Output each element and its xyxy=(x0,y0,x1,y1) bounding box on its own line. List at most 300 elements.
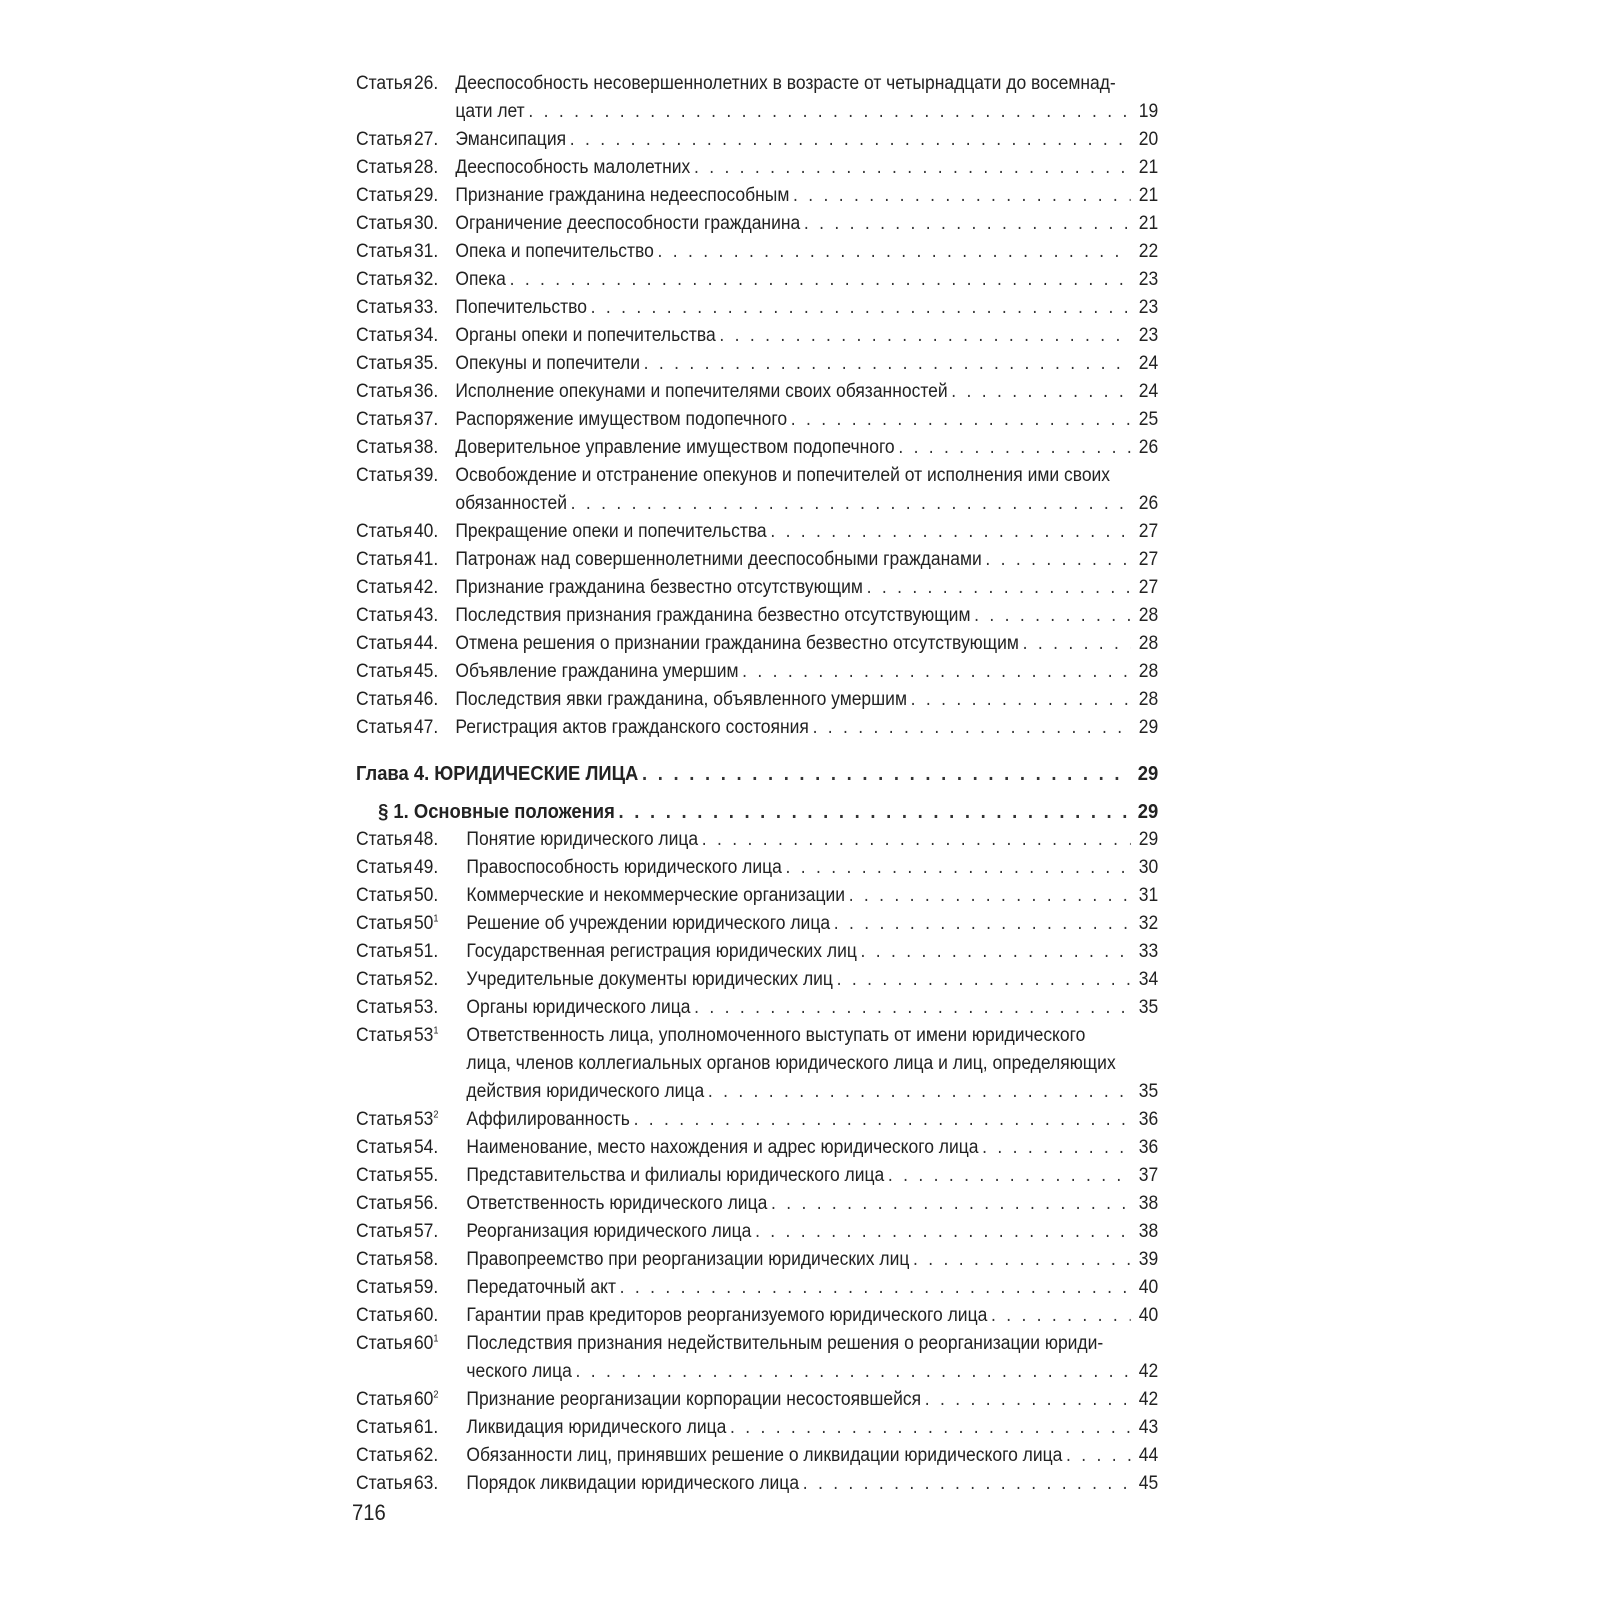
entry-page-number: 35 xyxy=(1138,1081,1159,1102)
entry-number-text: 60 xyxy=(413,1333,434,1354)
toc-entry[interactable] xyxy=(356,406,1158,434)
toc-entry[interactable] xyxy=(356,1414,1158,1442)
entry-number xyxy=(414,1330,466,1358)
dot-leader xyxy=(702,826,1131,854)
entry-page-number: 38 xyxy=(1138,1221,1159,1242)
entry-page-number: 40 xyxy=(1138,1305,1159,1326)
entry-page-number: 28 xyxy=(1138,605,1159,626)
entry-prefix: Статья xyxy=(356,1109,413,1130)
entry-title: Передаточный акт xyxy=(466,1277,616,1298)
entry-number xyxy=(414,1106,466,1134)
entry-prefix: Статья xyxy=(356,185,413,206)
entry-prefix: Статья xyxy=(356,1445,413,1466)
toc-section-heading[interactable] xyxy=(356,798,1158,826)
dot-leader xyxy=(708,1078,1131,1106)
entry-title: Дееспособность малолетних xyxy=(455,157,691,178)
toc-entry[interactable] xyxy=(356,1022,1158,1106)
entry-number xyxy=(414,910,466,938)
entry-number-text: 36. xyxy=(413,381,439,402)
entry-number-text: 30. xyxy=(413,213,439,234)
entry-title: Учредительные документы юридических лиц xyxy=(466,969,833,990)
entry-page-number: 34 xyxy=(1138,969,1159,990)
dot-leader xyxy=(925,1386,1131,1414)
toc-entry[interactable] xyxy=(356,546,1158,574)
entry-number-text: 56. xyxy=(413,1193,439,1214)
entry-number-text: 58. xyxy=(413,1249,439,1270)
entry-page-number: 39 xyxy=(1138,1249,1159,1270)
entry-page-number: 29 xyxy=(1138,717,1159,738)
toc-entry[interactable] xyxy=(356,938,1158,966)
dot-leader xyxy=(571,490,1131,518)
toc-entry[interactable] xyxy=(356,686,1158,714)
entry-title: Объявление гражданина умершим xyxy=(455,661,739,682)
entry-page-number: 24 xyxy=(1138,353,1159,374)
toc-entry[interactable] xyxy=(356,994,1158,1022)
entry-number-text: 47. xyxy=(413,717,439,738)
entry-title: Органы опеки и попечительства xyxy=(455,325,716,346)
entry-title: действия юридического лица xyxy=(466,1081,705,1102)
entry-prefix: Статья xyxy=(356,857,413,878)
entry-number-text: 31. xyxy=(413,241,439,262)
toc-entry[interactable] xyxy=(356,1274,1158,1302)
entry-page-number: 30 xyxy=(1138,857,1159,878)
entry-number-text: 54. xyxy=(413,1137,439,1158)
toc-entry[interactable] xyxy=(356,266,1158,294)
entry-number-text: 60. xyxy=(413,1305,439,1326)
toc-entry[interactable] xyxy=(356,1246,1158,1274)
entry-page-number: 37 xyxy=(1138,1165,1159,1186)
entry-prefix: Статья xyxy=(356,213,413,234)
toc-entry[interactable] xyxy=(356,182,1158,210)
entry-number xyxy=(414,854,466,882)
entry-number xyxy=(414,1302,466,1330)
entry-number xyxy=(414,154,455,182)
entry-prefix: Статья xyxy=(356,269,413,290)
dot-leader xyxy=(982,1134,1130,1162)
dot-leader xyxy=(730,1414,1131,1442)
entry-number xyxy=(414,714,455,742)
entry-number-text: 42. xyxy=(413,577,439,598)
entry-title: ческого лица xyxy=(466,1361,572,1382)
entry-title: Признание гражданина безвестно отсутствующим xyxy=(455,577,863,598)
toc-entry[interactable] xyxy=(356,1330,1158,1386)
dot-leader xyxy=(786,854,1131,882)
entry-prefix: Статья xyxy=(356,633,413,654)
entry-prefix: Статья xyxy=(356,325,413,346)
entry-number-text: 50 xyxy=(413,913,434,934)
chapter-title: Глава 4. ЮРИДИЧЕСКИЕ ЛИЦА xyxy=(356,763,639,785)
entry-prefix: Статья xyxy=(356,1305,413,1326)
entry-number-text: 51. xyxy=(413,941,439,962)
entry-title: Представительства и филиалы юридического лица xyxy=(466,1165,885,1186)
entry-title: Гарантии прав кредиторов реорганизуемого юридического лица xyxy=(466,1305,988,1326)
entry-title: Аффилированность xyxy=(466,1109,630,1130)
entry-number-text: 33. xyxy=(413,297,439,318)
entry-title: Опекуны и попечители xyxy=(455,353,641,374)
entry-title: Понятие юридического лица xyxy=(466,829,699,850)
toc-entry[interactable] xyxy=(356,210,1158,238)
entry-number xyxy=(414,182,455,210)
entry-title-line: Освобождение и отстранение опекунов и попечителей от исполнения ими своих xyxy=(455,465,1111,486)
entry-page-number: 25 xyxy=(1138,409,1159,430)
entry-title-line: Ответственность лица, уполномоченного выступать от имени юридического xyxy=(466,1025,1086,1046)
entry-number-text: 57. xyxy=(413,1221,439,1242)
entry-number xyxy=(414,938,466,966)
dot-leader xyxy=(694,994,1130,1022)
entry-title: Реорганизация юридического лица xyxy=(466,1221,752,1242)
chapter-page-number: 29 xyxy=(1137,763,1159,785)
entry-number-text: 34. xyxy=(413,325,439,346)
entry-title: Органы юридического лица xyxy=(466,997,691,1018)
entry-title: Порядок ликвидации юридического лица xyxy=(466,1473,800,1494)
entry-page-number: 29 xyxy=(1138,829,1159,850)
entry-prefix: Статья xyxy=(356,969,413,990)
entry-title: обязанностей xyxy=(455,493,567,514)
entry-page-number: 35 xyxy=(1138,997,1159,1018)
entry-prefix: Статья xyxy=(356,241,413,262)
entry-page-number: 42 xyxy=(1138,1361,1159,1382)
toc-entry[interactable] xyxy=(356,630,1158,658)
entry-prefix: Статья xyxy=(356,381,413,402)
entry-title: Решение об учреждении юридического лица xyxy=(466,913,831,934)
entry-page-number: 36 xyxy=(1138,1109,1159,1130)
entry-number xyxy=(414,266,455,294)
entry-prefix: Статья xyxy=(356,465,413,486)
entry-title: Ответственность юридического лица xyxy=(466,1193,768,1214)
dot-leader xyxy=(719,322,1130,350)
entry-number xyxy=(414,602,455,630)
entry-number-text: 35. xyxy=(413,353,439,374)
entry-title: Государственная регистрация юридических лиц xyxy=(466,941,857,962)
entry-number-superscript: 1 xyxy=(433,1333,439,1345)
dot-leader xyxy=(813,714,1131,742)
entry-number-text: 49. xyxy=(413,857,439,878)
entry-number xyxy=(414,546,455,574)
dot-leader xyxy=(951,378,1130,406)
toc-entry[interactable] xyxy=(356,378,1158,406)
entry-title: Коммерческие и некоммерческие организации xyxy=(466,885,846,906)
entry-number-superscript: 2 xyxy=(433,1389,439,1401)
entry-number xyxy=(414,1442,466,1470)
entry-title-line: Дееспособность несовершеннолетних в возрасте от четырнадцати до восемнад- xyxy=(455,73,1116,94)
toc-entry[interactable] xyxy=(356,854,1158,882)
entry-page-number: 40 xyxy=(1138,1277,1159,1298)
entry-number-text: 53 xyxy=(413,1025,434,1046)
entry-prefix: Статья xyxy=(356,297,413,318)
toc-entry[interactable] xyxy=(356,826,1158,854)
dot-leader xyxy=(861,938,1131,966)
entry-number-text: 39. xyxy=(413,465,439,486)
entry-number-text: 60 xyxy=(413,1389,434,1410)
entry-number xyxy=(414,1218,466,1246)
dot-leader xyxy=(658,238,1131,266)
entry-number xyxy=(414,882,466,910)
entry-number-text: 26. xyxy=(413,73,439,94)
section-title: § 1. Основные положения xyxy=(378,801,615,823)
entry-title: Патронаж над совершеннолетними дееспособными гражданами xyxy=(455,549,982,570)
entry-number xyxy=(414,518,455,546)
entry-number-text: 53. xyxy=(413,997,439,1018)
entry-page-number: 21 xyxy=(1138,157,1159,178)
dot-leader xyxy=(793,182,1131,210)
dot-leader xyxy=(510,266,1131,294)
dot-leader xyxy=(570,126,1131,154)
toc-group-articles-26-47 xyxy=(356,70,1158,742)
entry-page-number: 22 xyxy=(1138,241,1159,262)
toc-entry[interactable] xyxy=(356,1106,1158,1134)
dot-leader xyxy=(991,1302,1131,1330)
dot-leader xyxy=(804,210,1131,238)
entry-prefix: Статья xyxy=(356,1473,413,1494)
dot-leader xyxy=(913,1246,1131,1274)
entry-number xyxy=(414,462,455,490)
entry-page-number: 23 xyxy=(1138,297,1159,318)
entry-title: Опека и попечительство xyxy=(455,241,654,262)
entry-number-text: 61. xyxy=(413,1417,439,1438)
dot-leader xyxy=(791,406,1131,434)
entry-page-number: 24 xyxy=(1138,381,1159,402)
dot-leader xyxy=(620,1274,1131,1302)
entry-title-line: Последствия признания недействительным решения о реорганизации юриди- xyxy=(466,1333,1104,1354)
entry-page-number: 26 xyxy=(1138,437,1159,458)
entry-number-text: 52. xyxy=(413,969,439,990)
entry-title: Ограничение дееспособности гражданина xyxy=(455,213,801,234)
entry-title: Доверительное управление имуществом подопечного xyxy=(455,437,895,458)
entry-title: Отмена решения о признании гражданина безвестно отсутствующим xyxy=(455,633,1019,654)
dot-leader xyxy=(1066,1442,1131,1470)
entry-prefix: Статья xyxy=(356,577,413,598)
entry-number xyxy=(414,378,455,406)
entry-page-number: 28 xyxy=(1138,689,1159,710)
dot-leader xyxy=(867,574,1131,602)
entry-number-text: 29. xyxy=(413,185,439,206)
entry-number xyxy=(414,1414,466,1442)
entry-page-number: 42 xyxy=(1138,1389,1159,1410)
entry-prefix: Статья xyxy=(356,129,413,150)
entry-title: Попечительство xyxy=(455,297,587,318)
toc-entry[interactable] xyxy=(356,126,1158,154)
toc-entry[interactable] xyxy=(356,658,1158,686)
entry-prefix: Статья xyxy=(356,997,413,1018)
entry-title: Эмансипация xyxy=(455,129,567,150)
toc-entry[interactable] xyxy=(356,350,1158,378)
entry-number-text: 62. xyxy=(413,1445,439,1466)
dot-leader xyxy=(755,1218,1131,1246)
entry-number xyxy=(414,70,455,98)
entry-title: Признание реорганизации корпорации несостоявшейся xyxy=(466,1389,922,1410)
entry-number-text: 32. xyxy=(413,269,439,290)
entry-number-superscript: 1 xyxy=(433,1025,439,1037)
entry-title: Признание гражданина недееспособным xyxy=(455,185,790,206)
entry-number xyxy=(414,574,455,602)
dot-leader xyxy=(849,882,1131,910)
toc-group-articles-48-63 xyxy=(356,826,1158,1498)
entry-number xyxy=(414,1274,466,1302)
dot-leader xyxy=(898,434,1130,462)
entry-prefix: Статья xyxy=(356,1249,413,1270)
entry-prefix: Статья xyxy=(356,73,413,94)
entry-page-number: 32 xyxy=(1138,913,1159,934)
entry-title: Последствия явки гражданина, объявленного умершим xyxy=(455,689,907,710)
entry-page-number: 36 xyxy=(1138,1137,1159,1158)
entry-number xyxy=(414,322,455,350)
entry-prefix: Статья xyxy=(356,913,413,934)
entry-prefix: Статья xyxy=(356,1025,413,1046)
section-page-number: 29 xyxy=(1137,801,1159,823)
toc-entry[interactable] xyxy=(356,322,1158,350)
dot-leader xyxy=(1023,630,1131,658)
toc-entry[interactable] xyxy=(356,910,1158,938)
dot-leader xyxy=(911,686,1131,714)
toc-entry[interactable] xyxy=(356,154,1158,182)
entry-number-text: 50. xyxy=(413,885,439,906)
toc-entry[interactable] xyxy=(356,1162,1158,1190)
dot-leader xyxy=(974,602,1131,630)
entry-number xyxy=(414,1134,466,1162)
toc-entry[interactable] xyxy=(356,434,1158,462)
entry-page-number: 23 xyxy=(1138,325,1159,346)
dot-leader xyxy=(642,760,1131,788)
dot-leader xyxy=(634,1106,1131,1134)
entry-prefix: Статья xyxy=(356,605,413,626)
entry-title-line: лица, членов коллегиальных органов юридического лица и лиц, определяющих xyxy=(466,1053,1116,1074)
entry-title: Исполнение опекунами и попечителями своих обязанностей xyxy=(455,381,948,402)
entry-page-number: 21 xyxy=(1138,213,1159,234)
entry-title: Последствия признания гражданина безвестно отсутствующим xyxy=(455,605,971,626)
dot-leader xyxy=(618,798,1130,826)
entry-title: Правоспособность юридического лица xyxy=(466,857,782,878)
toc-entry[interactable] xyxy=(356,1470,1158,1498)
entry-prefix: Статья xyxy=(356,1417,413,1438)
table-of-contents xyxy=(356,70,1158,1498)
entry-number xyxy=(414,238,455,266)
toc-entry[interactable] xyxy=(356,966,1158,994)
dot-leader xyxy=(770,518,1130,546)
toc-entry[interactable] xyxy=(356,518,1158,546)
toc-entry[interactable] xyxy=(356,882,1158,910)
toc-entry[interactable] xyxy=(356,574,1158,602)
dot-leader xyxy=(837,966,1131,994)
entry-page-number: 27 xyxy=(1138,577,1159,598)
entry-page-number: 27 xyxy=(1138,549,1159,570)
toc-entry[interactable] xyxy=(356,1302,1158,1330)
dot-leader xyxy=(694,154,1131,182)
entry-number-text: 48. xyxy=(413,829,439,850)
entry-number-text: 40. xyxy=(413,521,439,542)
entry-prefix: Статья xyxy=(356,521,413,542)
entry-number xyxy=(414,994,466,1022)
entry-prefix: Статья xyxy=(356,661,413,682)
entry-prefix: Статья xyxy=(356,829,413,850)
toc-entry[interactable] xyxy=(356,602,1158,630)
dot-leader xyxy=(834,910,1131,938)
entry-title: Правопреемство при реорганизации юридических лиц xyxy=(466,1249,910,1270)
entry-number xyxy=(414,126,455,154)
toc-entry[interactable] xyxy=(356,70,1158,126)
entry-page-number: 28 xyxy=(1138,661,1159,682)
entry-page-number: 19 xyxy=(1138,101,1159,122)
dot-leader xyxy=(575,1358,1130,1386)
entry-number xyxy=(414,406,455,434)
entry-prefix: Статья xyxy=(356,1221,413,1242)
entry-number xyxy=(414,630,455,658)
entry-number-text: 27. xyxy=(413,129,439,150)
entry-title: Обязанности лиц, принявших решение о ликвидации юридического лица xyxy=(466,1445,1063,1466)
entry-title: Распоряжение имуществом подопечного xyxy=(455,409,788,430)
entry-number-text: 55. xyxy=(413,1165,439,1186)
toc-entry[interactable] xyxy=(356,1442,1158,1470)
entry-prefix: Статья xyxy=(356,409,413,430)
entry-title: Прекращение опеки и попечительства xyxy=(455,521,767,542)
entry-number xyxy=(414,658,455,686)
entry-number-text: 45. xyxy=(413,661,439,682)
entry-number xyxy=(414,434,455,462)
entry-page-number: 43 xyxy=(1138,1417,1159,1438)
entry-number-text: 53 xyxy=(413,1109,434,1130)
entry-number xyxy=(414,1190,466,1218)
entry-title: Ликвидация юридического лица xyxy=(466,1417,727,1438)
entry-number xyxy=(414,1022,466,1050)
toc-entry[interactable] xyxy=(356,1218,1158,1246)
entry-number-text: 41. xyxy=(413,549,439,570)
entry-prefix: Статья xyxy=(356,941,413,962)
dot-leader xyxy=(888,1162,1131,1190)
entry-prefix: Статья xyxy=(356,689,413,710)
toc-entry[interactable] xyxy=(356,238,1158,266)
entry-page-number: 23 xyxy=(1138,269,1159,290)
entry-prefix: Статья xyxy=(356,1389,413,1410)
dot-leader xyxy=(528,98,1130,126)
dot-leader xyxy=(742,658,1130,686)
entry-page-number: 44 xyxy=(1138,1445,1159,1466)
entry-number xyxy=(414,1386,466,1414)
entry-number xyxy=(414,1246,466,1274)
entry-title: Регистрация актов гражданского состояния xyxy=(455,717,809,738)
toc-entry[interactable] xyxy=(356,294,1158,322)
entry-page-number: 33 xyxy=(1138,941,1159,962)
dot-leader xyxy=(803,1470,1131,1498)
entry-page-number: 20 xyxy=(1138,129,1159,150)
dot-leader xyxy=(985,546,1130,574)
entry-page-number: 38 xyxy=(1138,1193,1159,1214)
entry-number xyxy=(414,294,455,322)
toc-entry[interactable] xyxy=(356,1190,1158,1218)
entry-title: Опека xyxy=(455,269,506,290)
toc-entry[interactable] xyxy=(356,462,1158,518)
toc-entry[interactable] xyxy=(356,714,1158,742)
entry-prefix: Статья xyxy=(356,157,413,178)
toc-entry[interactable] xyxy=(356,1134,1158,1162)
entry-number-text: 46. xyxy=(413,689,439,710)
entry-number xyxy=(414,966,466,994)
entry-number-text: 59. xyxy=(413,1277,439,1298)
entry-number xyxy=(414,210,455,238)
entry-number-text: 37. xyxy=(413,409,439,430)
entry-prefix: Статья xyxy=(356,717,413,738)
dot-leader xyxy=(771,1190,1131,1218)
toc-entry[interactable] xyxy=(356,1386,1158,1414)
entry-page-number: 21 xyxy=(1138,185,1159,206)
entry-number-text: 38. xyxy=(413,437,439,458)
entry-number xyxy=(414,1470,466,1498)
dot-leader xyxy=(591,294,1131,322)
entry-page-number: 26 xyxy=(1138,493,1159,514)
entry-number xyxy=(414,1162,466,1190)
entry-number-text: 43. xyxy=(413,605,439,626)
page-number: 716 xyxy=(352,1500,386,1525)
toc-chapter-heading[interactable] xyxy=(356,760,1158,788)
entry-page-number: 27 xyxy=(1138,521,1159,542)
